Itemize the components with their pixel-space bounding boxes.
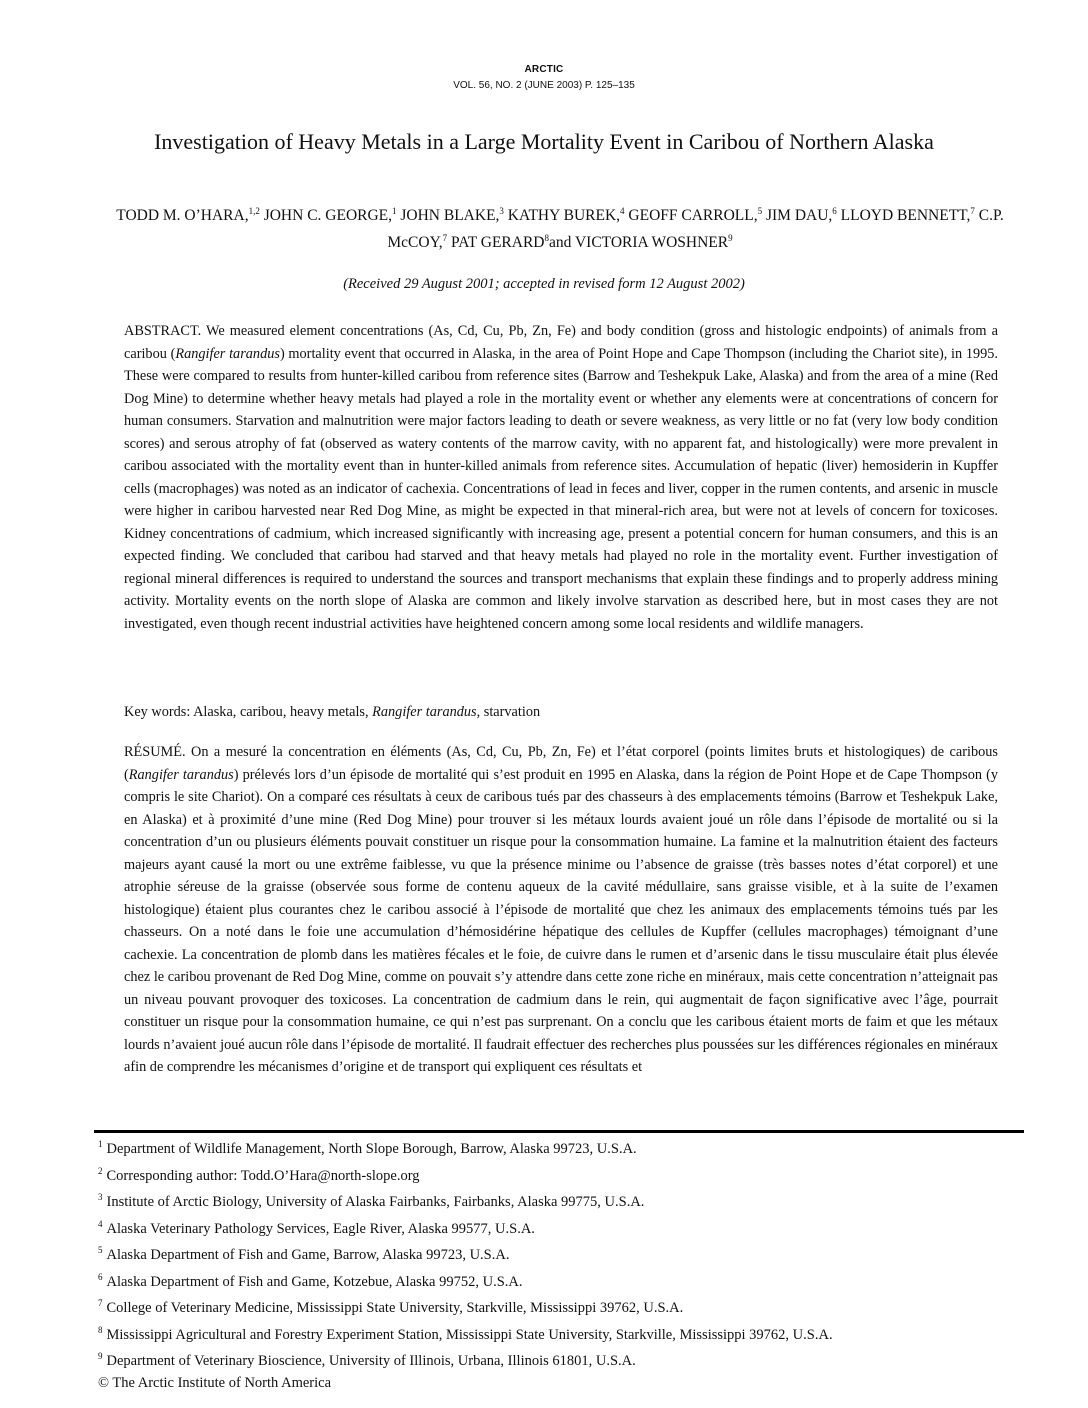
footnote: $^7$ College of Veterinary Medicine, Mississippi State University, Starkville, Mississippi 39762, U.S.A. bbox=[98, 1298, 684, 1317]
footnote: $^4$ Alaska Veterinary Pathology Services, Eagle River, Alaska 99577, U.S.A. bbox=[98, 1218, 535, 1237]
journal-name: ARCTIC bbox=[524, 64, 564, 75]
author: C.P. McCOY,$^7$ bbox=[387, 207, 1004, 252]
footnotes bbox=[98, 1134, 1018, 1394]
author: GEOFF CARROLL,$^5$ bbox=[624, 206, 763, 225]
species-name: Rangifer tarandus bbox=[128, 766, 234, 783]
footnote: $^6$ Alaska Department of Fish and Game, Kotzebue, Alaska 99752, U.S.A. bbox=[98, 1271, 523, 1290]
author: JOHN C. GEORGE,$^1$ bbox=[259, 206, 397, 225]
footnote-divider bbox=[94, 1130, 1024, 1133]
footnote: $^8$ Mississippi Agricultural and Forestry Experiment Station, Mississippi State University, Starkville, Mississippi 39762, U.S.A. bbox=[98, 1324, 833, 1343]
footnote: $^1$ Department of Wildlife Management, North Slope Borough, Barrow, Alaska 99723, U.S.A. bbox=[98, 1139, 637, 1157]
keywords: Key words: Alaska, caribou, heavy metals, Rangifer tarandus, starvation bbox=[124, 704, 541, 720]
author: and VICTORIA WOSHNER$^9$ bbox=[548, 233, 733, 252]
footnote: $^9$ Department of Veterinary Bioscience, University of Illinois, Urbana, Illinois 61801, U.S.A. bbox=[98, 1351, 636, 1370]
footnote: $^2$ Corresponding author: Todd.O’Hara@north-slope.org bbox=[98, 1165, 420, 1184]
received-dates: (Received 29 August 2001; accepted in revised form 12 August 2002) bbox=[343, 276, 745, 292]
author: JIM DAU,$^6$ bbox=[762, 206, 837, 225]
footnote: $^3$ Institute of Arctic Biology, University of Alaska Fairbanks, Fairbanks, Alaska 99775, U.S.A. bbox=[98, 1192, 645, 1210]
author: KATHY BUREK,$^4$ bbox=[503, 206, 625, 225]
species-name: Rangifer tarandus bbox=[372, 704, 477, 720]
footnote: $^5$ Alaska Department of Fish and Game, Barrow, Alaska 99723, U.S.A. bbox=[98, 1245, 510, 1263]
copyright-notice: © The Arctic Institute of North America bbox=[98, 1374, 332, 1391]
species-name: Rangifer tarandus bbox=[175, 345, 280, 362]
journal-volume: VOL. 56, NO. 2 (JUNE 2003) P. 125–135 bbox=[453, 80, 635, 91]
resume: RÉSUMÉ. On a mesuré la concentration en éléments (As, Cd, Cu, Pb, Zn, Fe) et l’état corporel (points limites bruts et histologiques) de caribous (Rangifer tarandus) prélevés lors d’un épisode de mortalité qui s’est produit en 1995 en Alaska, dans la région de Point Hope et de Cape Thompson (y compris le site Chariot). On a comparé ces résultats à ceux de caribous tués par des chasseurs à des emplacements témoins (Barrow et Teshekpuk Lake, en Alaska) et à proximité d’une mine (Red Dog Mine) pour trouver si les métaux lourds avaient joué un rôle dans l’épisode de mortalité ou si la concentration d’un ou plusieurs éléments pouvait constituer un risque pour la consommation humaine. La famine et la malnutrition étaient des facteurs majeurs ayant causé la mort ou une extrême faiblesse, vu que la présence minime ou l’absence de graisse (très basses notes d’état corporel) et une atrophie séreuse de la graisse (observée sous forme de contenu aqueux de la cavité médullaire, sans graisse visible, et à la suite de l’examen histologique) étaient plus courantes chez le caribou associé à l’épisode de mortalité que chez les animaux des emplacements témoins tués par les chasseurs. On a noté dans le foie une accumulation d’hémosidérine hépatique des cellules de Kupffer (cellules macrophages) témoignant d’une cachexie. La concentration de plomb dans les matières fécales et le foie, de cuivre dans le rumen et d’arsenic dans le tissu musculaire était plus élevée chez le caribou provenant de Red Dog Mine, comme on pouvait s’y attendre dans cette zone riche en minéraux, mais cette concentration n’atteignait pas un niveau pouvant provoquer des toxicoses. La concentration de cadmium dans le rein, qui augmentait de façon significative avec l’âge, pourrait constituer un risque pour la consommation humaine, ce qui n’est pas surprenant. On a conclu que les caribous étaient morts de faim et que les métaux lourds n’avaient joué aucun rôle dans l’épisode de mortalité. Il faudrait effectuer des recherches plus poussées sur les différences régionales en minéraux afin de comprendre les mécanismes d’origine et de transport qui expliquent ces résultats et bbox=[124, 744, 998, 1075]
abstract: ABSTRACT. We measured element concentrations (As, Cd, Cu, Pb, Zn, Fe) and body condition (gross and histologic endpoints) of animals from a caribou (Rangifer tarandus) mortality event that occurred in Alaska, in the area of Point Hope and Cape Thompson (including the Chariot site), in 1995. These were compared to results from hunter-killed caribou from reference sites (Barrow and Teshekpuk Lake, Alaska) and from the area of a mine (Red Dog Mine) to determine whether heavy metals had played a role in the mortality event or whether any elements were at concentrations of concern for human consumers. Starvation and malnutrition were major factors leading to death or severe weakness, as very little or no fat (very low body condition scores) and serous atrophy of fat (observed as watery contents of the marrow cavity, with no apparent fat, and histologically) were more prevalent in caribou associated with the mortality event than in hunter-killed animals from reference sites. Accumulation of hepatic (liver) hemosiderin in Kupffer cells (macrophages) was noted as an indicator of cachexia. Concentrations of lead in feces and liver, copper in the rumen contents, and arsenic in muscle were higher in caribou harvested near Red Dog Mine, as might be expected in that mineral-rich area, but were not at levels of concern for toxicoses. Kidney concentrations of cadmium, which increased significantly with increasing age, present a potential concern for human consumers, and this is an expected finding. We concluded that caribou had starved and that heavy metals had played no role in the mortality event. Further investigation of regional mineral differences is required to understand the sources and transport mechanisms that explain these findings and to properly address mining activity. Mortality events on the north slope of Alaska are common and likely involve starvation as described here, but in most cases they are not investigated, even though recent industrial activities have heightened concern among some local residents and wildlife managers. bbox=[124, 323, 998, 632]
author: LLOYD BENNETT,$^7$ bbox=[836, 206, 975, 225]
author-list bbox=[100, 200, 1020, 254]
article-title: Investigation of Heavy Metals in a Large Mortality Event in Caribou of Northern Alaska bbox=[154, 129, 934, 154]
author: PAT GERARD$^8$ bbox=[447, 233, 549, 252]
author: TODD M. O’HARA,$^{1,2}$ bbox=[116, 206, 260, 225]
author: JOHN BLAKE,$^3$ bbox=[396, 206, 504, 225]
